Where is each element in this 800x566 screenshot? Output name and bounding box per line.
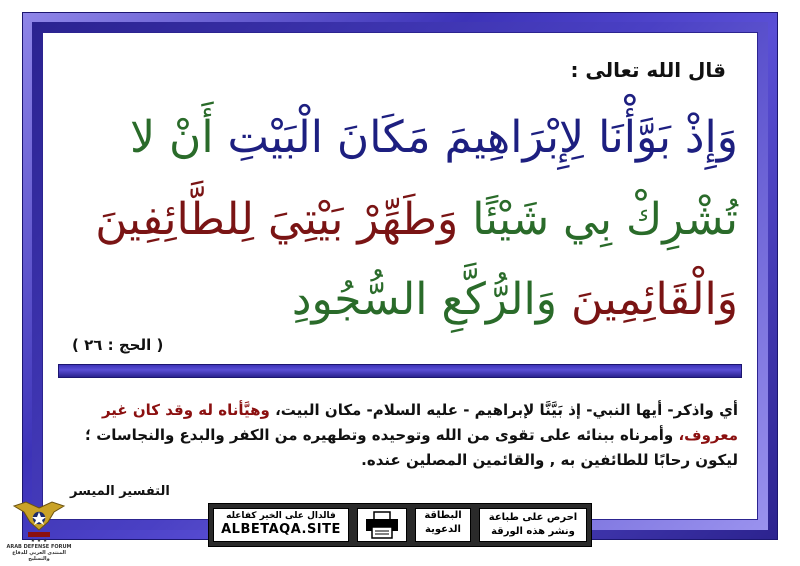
tafsir-source: التفسير الميسر bbox=[70, 484, 170, 499]
logo-line-2: الدعوية bbox=[425, 524, 461, 535]
forum-caption bbox=[4, 544, 74, 562]
verse-segment: أَنْ لا bbox=[129, 112, 214, 163]
footer-note bbox=[479, 508, 587, 542]
verse-reference: ( الحج : ٢٦ ) bbox=[72, 336, 164, 354]
note-line-2: ونشر هذه الورقة bbox=[491, 526, 575, 537]
divider-bar bbox=[58, 364, 742, 378]
logo-line-1: البطاقة bbox=[424, 510, 462, 521]
note-line-1: احرص على طباعة bbox=[488, 512, 578, 523]
site-url[interactable]: ALBETAQA.SITE bbox=[221, 522, 341, 537]
footer-banner bbox=[208, 503, 592, 547]
tafsir-accent: وهيَّأناه له وقد كان غير معروف، bbox=[101, 401, 738, 444]
forum-caption-ar: المنتدى العربي للدفاع والتسليح bbox=[12, 550, 66, 562]
printer-icon bbox=[357, 508, 407, 542]
verse-intro: قال الله تعالى : bbox=[570, 58, 726, 82]
footer-site-box bbox=[213, 508, 349, 542]
site-tagline: فالدال على الخير كفاعله bbox=[226, 511, 336, 521]
printer-icon-graphic bbox=[358, 509, 406, 541]
verse-segment: وَإِذْ بَوَّأْنَا لِإِبْرَاهِيمَ مَكَانَ الْبَيْتِ bbox=[213, 112, 738, 163]
tafsir-text bbox=[70, 398, 738, 473]
verse-segment: وَالرُّكَّعِ السُّجُودِ bbox=[291, 274, 558, 325]
eagle-icon bbox=[4, 500, 74, 544]
verse-line-1 bbox=[130, 110, 738, 166]
verse-segment: وَالْقَائِمِينَ bbox=[557, 274, 738, 325]
forum-watermark-logo bbox=[4, 500, 74, 562]
svg-text:★ ★ ★: ★ ★ ★ bbox=[30, 538, 48, 544]
verse-line-3 bbox=[292, 272, 738, 328]
forum-caption-en: ARAB DEFENSE FORUM bbox=[6, 544, 72, 550]
tafsir-rest: وأمرناه ببنائه على تقوى من الله وتوحيده وتطهيره من الكفر والبدع والنجاسات ؛ ليكون رحابًا للطائفين به , والقائمين المصلين عنده. bbox=[84, 426, 738, 469]
albetaqa-logo bbox=[415, 508, 471, 542]
verse-segment: وَطَهِّرْ بَيْتِيَ لِلطَّائِفِينَ bbox=[95, 194, 459, 245]
verse-segment: تُشْرِكْ بِي شَيْئًا bbox=[458, 194, 738, 245]
tafsir-prefix: أي واذكر- أيها النبي- إذ بَيَّنَّا لإبراهيم - عليه السلام- مكان البيت، bbox=[269, 401, 738, 419]
verse-line-2 bbox=[95, 192, 738, 248]
